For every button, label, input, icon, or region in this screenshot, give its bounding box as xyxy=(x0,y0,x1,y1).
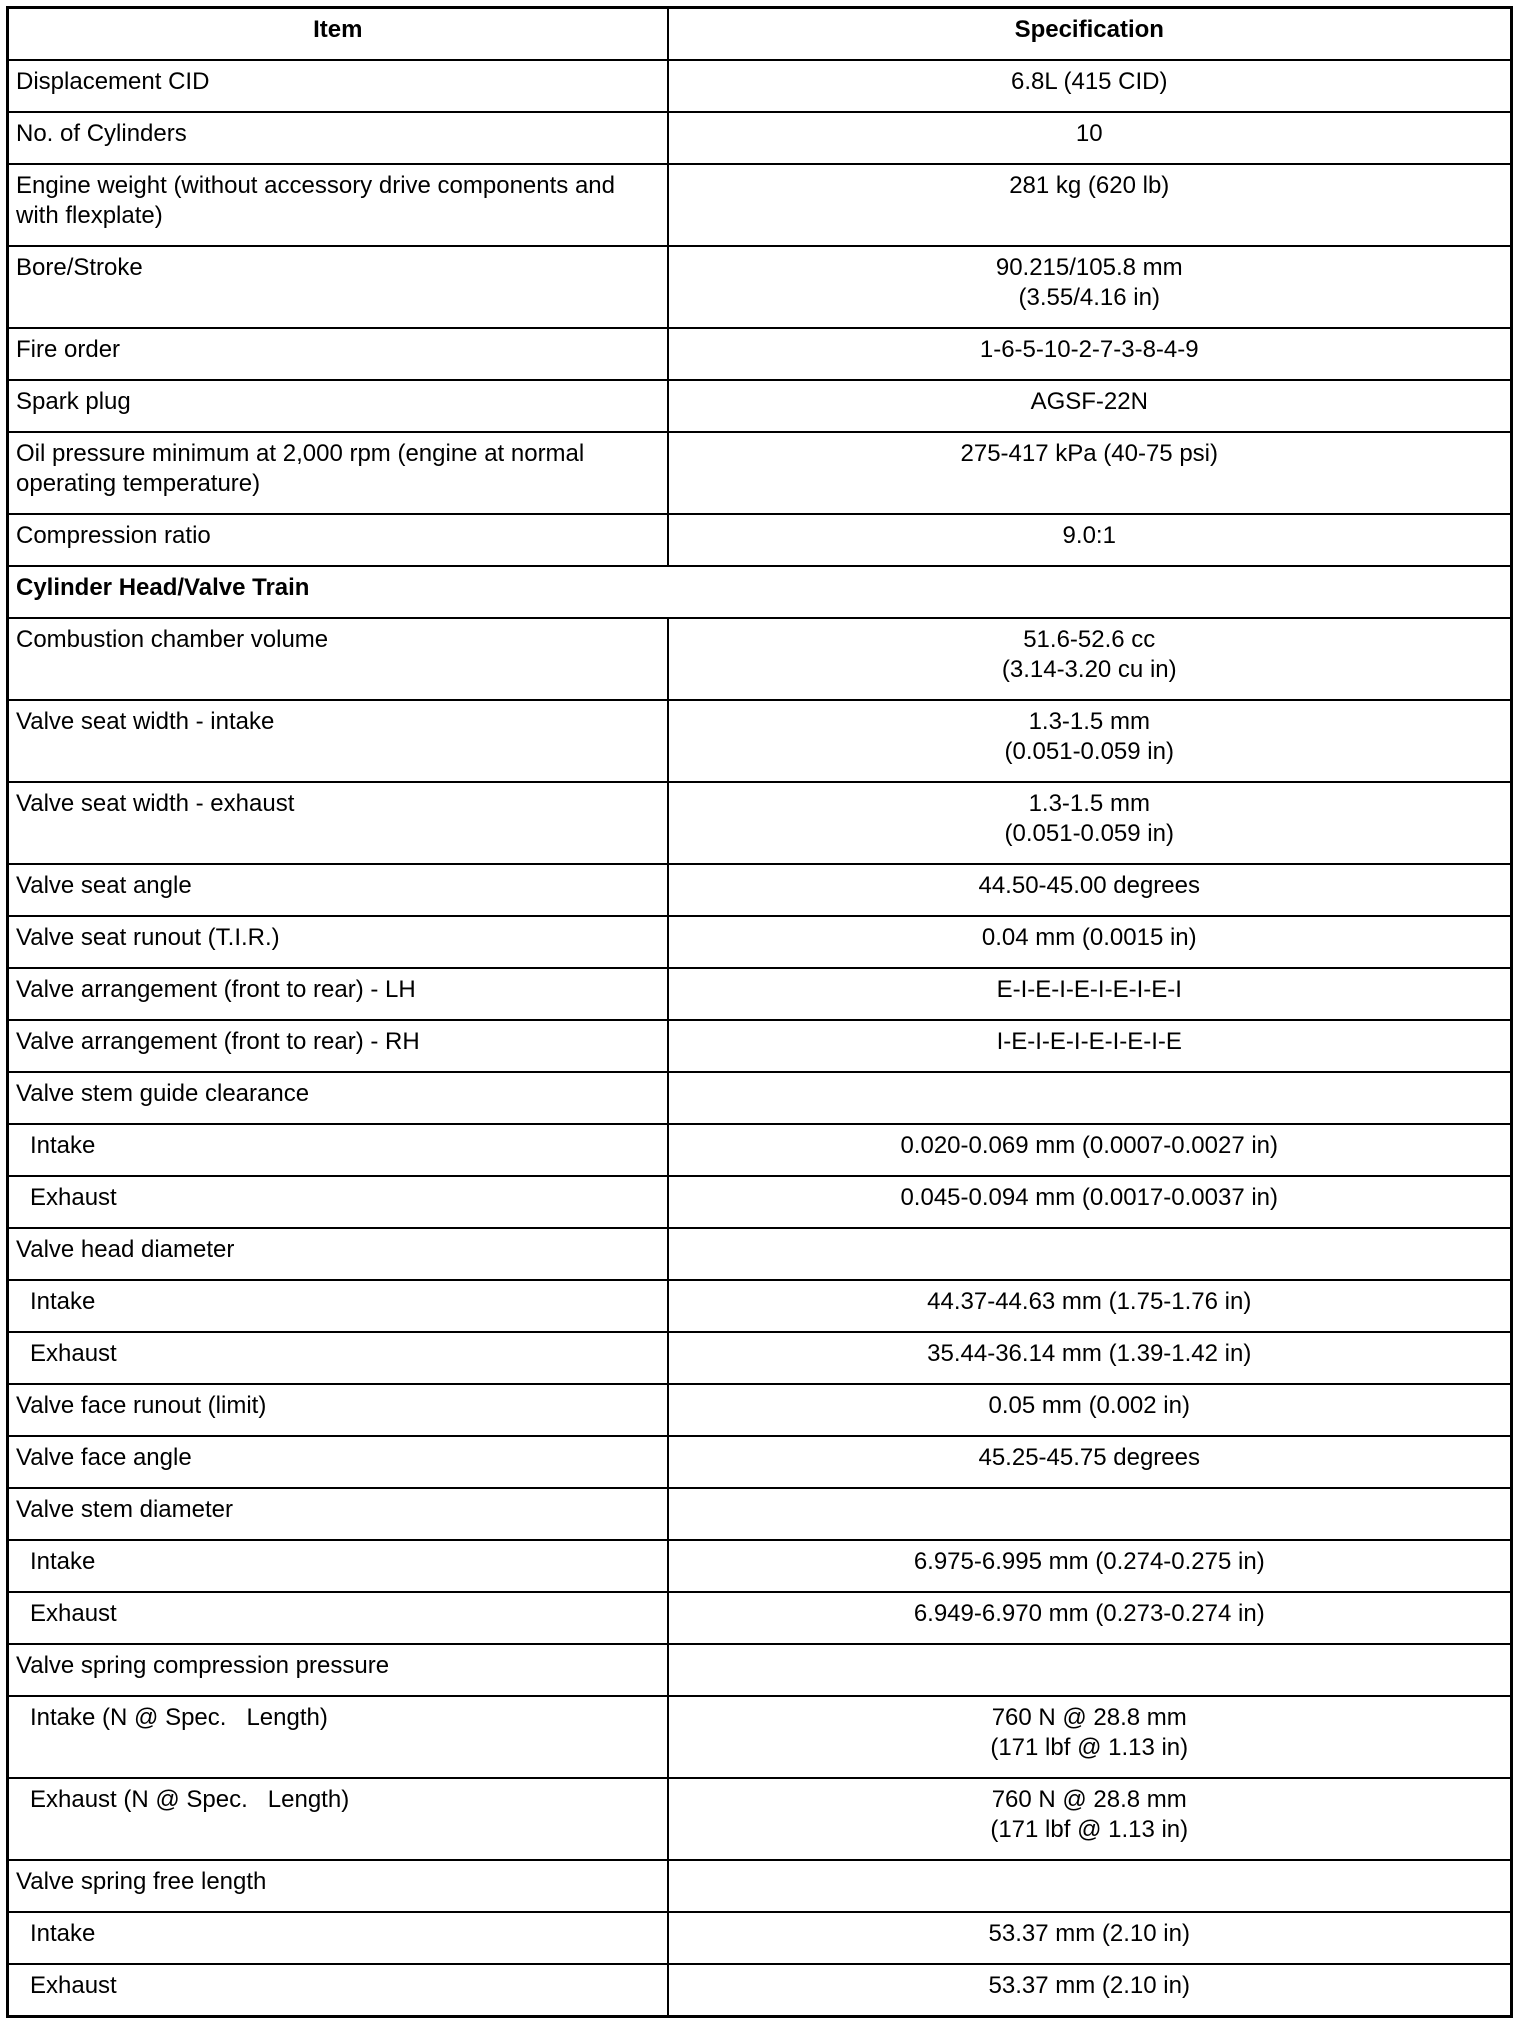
row-item: Intake xyxy=(8,1540,668,1592)
row-item: Bore/Stroke xyxy=(8,246,668,328)
row-spec xyxy=(668,1228,1512,1280)
row-item: Fire order xyxy=(8,328,668,380)
row-item: Intake xyxy=(8,1912,668,1964)
row-spec: 6.975-6.995 mm (0.274-0.275 in) xyxy=(668,1540,1512,1592)
table-row xyxy=(8,328,1512,380)
row-item: Valve face runout (limit) xyxy=(8,1384,668,1436)
table-row xyxy=(8,60,1512,112)
section-header-row xyxy=(8,566,1512,618)
table-row xyxy=(8,1384,1512,1436)
row-spec: 35.44-36.14 mm (1.39-1.42 in) xyxy=(668,1332,1512,1384)
row-spec: E-I-E-I-E-I-E-I-E-I xyxy=(668,968,1512,1020)
table-row xyxy=(8,618,1512,700)
table-row xyxy=(8,514,1512,566)
table-row xyxy=(8,1912,1512,1964)
section-title: Cylinder Head/Valve Train xyxy=(8,566,1512,618)
row-spec xyxy=(668,1644,1512,1696)
row-spec: 760 N @ 28.8 mm (171 lbf @ 1.13 in) xyxy=(668,1778,1512,1860)
row-item: Valve stem guide clearance xyxy=(8,1072,668,1124)
row-item: Intake (N @ Spec. Length) xyxy=(8,1696,668,1778)
row-item: Valve stem diameter xyxy=(8,1488,668,1540)
table-row xyxy=(8,1436,1512,1488)
table-row xyxy=(8,164,1512,246)
table-row xyxy=(8,1540,1512,1592)
row-spec xyxy=(668,1860,1512,1912)
row-item: Spark plug xyxy=(8,380,668,432)
row-spec: 760 N @ 28.8 mm (171 lbf @ 1.13 in) xyxy=(668,1696,1512,1778)
table-row xyxy=(8,246,1512,328)
row-spec xyxy=(668,1488,1512,1540)
row-spec: 0.05 mm (0.002 in) xyxy=(668,1384,1512,1436)
spec-table-container xyxy=(6,6,1510,2018)
table-row xyxy=(8,1228,1512,1280)
row-spec xyxy=(668,1072,1512,1124)
row-spec: 10 xyxy=(668,112,1512,164)
row-spec: 6.8L (415 CID) xyxy=(668,60,1512,112)
row-spec: 90.215/105.8 mm (3.55/4.16 in) xyxy=(668,246,1512,328)
table-row xyxy=(8,864,1512,916)
table-row xyxy=(8,916,1512,968)
table-row xyxy=(8,432,1512,514)
table-row xyxy=(8,1020,1512,1072)
row-item: Intake xyxy=(8,1124,668,1176)
row-item: Exhaust xyxy=(8,1332,668,1384)
row-spec: 51.6-52.6 cc (3.14-3.20 cu in) xyxy=(668,618,1512,700)
row-spec: 275-417 kPa (40-75 psi) xyxy=(668,432,1512,514)
table-row xyxy=(8,700,1512,782)
row-item: Valve seat width - exhaust xyxy=(8,782,668,864)
table-row xyxy=(8,1860,1512,1912)
row-spec: 0.020-0.069 mm (0.0007-0.0027 in) xyxy=(668,1124,1512,1176)
row-item: Valve arrangement (front to rear) - RH xyxy=(8,1020,668,1072)
row-spec: AGSF-22N xyxy=(668,380,1512,432)
table-row xyxy=(8,1072,1512,1124)
row-spec: I-E-I-E-I-E-I-E-I-E xyxy=(668,1020,1512,1072)
row-spec: 45.25-45.75 degrees xyxy=(668,1436,1512,1488)
table-row xyxy=(8,1488,1512,1540)
table-row xyxy=(8,1778,1512,1860)
table-header-row xyxy=(8,8,1512,61)
table-row xyxy=(8,1332,1512,1384)
table-row xyxy=(8,1964,1512,2017)
row-item: Exhaust xyxy=(8,1176,668,1228)
row-item: Valve seat runout (T.I.R.) xyxy=(8,916,668,968)
table-row xyxy=(8,1280,1512,1332)
row-spec: 44.37-44.63 mm (1.75-1.76 in) xyxy=(668,1280,1512,1332)
row-spec: 281 kg (620 lb) xyxy=(668,164,1512,246)
row-spec: 1.3-1.5 mm (0.051-0.059 in) xyxy=(668,782,1512,864)
row-item: Valve face angle xyxy=(8,1436,668,1488)
row-spec: 6.949-6.970 mm (0.273-0.274 in) xyxy=(668,1592,1512,1644)
row-item: Displacement CID xyxy=(8,60,668,112)
row-item: No. of Cylinders xyxy=(8,112,668,164)
row-item: Valve seat angle xyxy=(8,864,668,916)
row-spec: 53.37 mm (2.10 in) xyxy=(668,1964,1512,2017)
row-item: Engine weight (without accessory drive components and with flexplate) xyxy=(8,164,668,246)
row-spec: 9.0:1 xyxy=(668,514,1512,566)
row-spec: 0.045-0.094 mm (0.0017-0.0037 in) xyxy=(668,1176,1512,1228)
table-row xyxy=(8,968,1512,1020)
row-item: Combustion chamber volume xyxy=(8,618,668,700)
row-spec: 1.3-1.5 mm (0.051-0.059 in) xyxy=(668,700,1512,782)
table-row xyxy=(8,1592,1512,1644)
row-spec: 53.37 mm (2.10 in) xyxy=(668,1912,1512,1964)
table-row xyxy=(8,1176,1512,1228)
header-specification: Specification xyxy=(668,8,1512,61)
row-spec: 44.50-45.00 degrees xyxy=(668,864,1512,916)
table-row xyxy=(8,1124,1512,1176)
table-row xyxy=(8,1644,1512,1696)
header-item: Item xyxy=(8,8,668,61)
row-item: Exhaust (N @ Spec. Length) xyxy=(8,1778,668,1860)
row-item: Exhaust xyxy=(8,1964,668,2017)
row-item: Intake xyxy=(8,1280,668,1332)
row-item: Valve spring compression pressure xyxy=(8,1644,668,1696)
row-spec: 0.04 mm (0.0015 in) xyxy=(668,916,1512,968)
table-row xyxy=(8,782,1512,864)
row-item: Exhaust xyxy=(8,1592,668,1644)
row-item: Oil pressure minimum at 2,000 rpm (engine at normal operating temperature) xyxy=(8,432,668,514)
row-item: Valve spring free length xyxy=(8,1860,668,1912)
row-item: Valve arrangement (front to rear) - LH xyxy=(8,968,668,1020)
row-item: Valve seat width - intake xyxy=(8,700,668,782)
table-row xyxy=(8,112,1512,164)
row-spec: 1-6-5-10-2-7-3-8-4-9 xyxy=(668,328,1512,380)
table-row xyxy=(8,1696,1512,1778)
table-row xyxy=(8,380,1512,432)
row-item: Valve head diameter xyxy=(8,1228,668,1280)
engine-spec-table xyxy=(6,6,1513,2018)
row-item: Compression ratio xyxy=(8,514,668,566)
